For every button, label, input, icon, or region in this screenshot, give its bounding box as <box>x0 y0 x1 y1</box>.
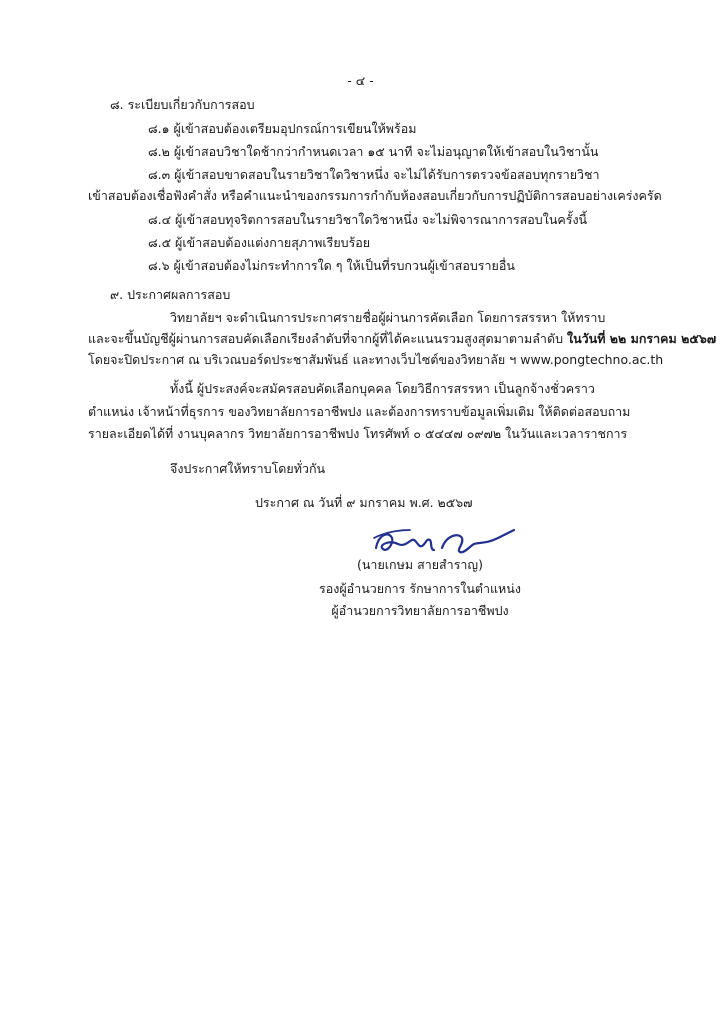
section-9-p2-line3: รายละเอียดได้ที่ งานบุคลากร วิทยาลัยการอาชีพปง โทรศัพท์ ๐ ๕๔๔๗ ๐๙๗๒ ในวันและเวลาราชการ <box>88 426 628 441</box>
section-9-p1-line3: โดยจะปิดประกาศ ณ บริเวณบอร์ดประชาสัมพันธ์ และทางเว็บไซต์ของวิทยาลัย ฯ www.pongtechno.ac.th <box>88 352 664 367</box>
section-8-item-5: ๘.๕ ผู้เข้าสอบต้องแต่งกายสุภาพเรียบร้อย <box>148 235 371 250</box>
section-8-item-3-continuation: เข้าสอบต้องเชื่อฟังคำสั่ง หรือคำแนะนำของกรรมการกำกับห้องสอบเกี่ยวกับการปฏิบัติการสอบอย่างเคร่งครัด <box>88 188 662 203</box>
section-9-p2-line1: ทั้งนี้ ผู้ประสงค์จะสมัครสอบคัดเลือกบุคคล โดยวิธีการสรรหา เป็นลูกจ้างชั่วคราว <box>170 381 595 396</box>
section-9-p2-line2: ตำแหน่ง เจ้าหน้าที่ธุรการ ของวิทยาลัยการอาชีพปง และต้องการทราบข้อมูลเพิ่มเติม ให้ติดต่อสอบถาม <box>88 404 631 419</box>
section-9-title: ๙. ประกาศผลการสอบ <box>110 287 231 302</box>
section-8-item-2: ๘.๒ ผู้เข้าสอบวิชาใดช้ากว่ากำหนดเวลา ๑๕ นาที จะไม่อนุญาตให้เข้าสอบในวิชานั้น <box>148 144 599 159</box>
section-8-item-6: ๘.๖ ผู้เข้าสอบต้องไม่กระทำการใด ๆ ให้เป็นที่รบกวนผู้เข้าสอบรายอื่น <box>148 258 515 273</box>
result-date: ในวันที่ ๒๒ มกราคม ๒๕๖๗ <box>566 331 717 346</box>
section-9-p1-line1: วิทยาลัยฯ จะดำเนินการประกาศรายชื่อผู้ผ่านการคัดเลือก โดยการสรรหา ให้ทราบ <box>170 310 606 325</box>
page-number: - ๔ - <box>347 73 374 88</box>
section-8-title: ๘. ระเบียบเกี่ยวกับการสอบ <box>110 97 255 112</box>
section-8-item-1: ๘.๑ ผู้เข้าสอบต้องเตรียมอุปกรณ์การเขียนให้พร้อม <box>148 121 417 136</box>
section-9-p1-line2-text: และจะขึ้นบัญชีผู้ผ่านการสอบคัดเลือกเรียงลำดับที่จากผู้ที่ได้คะแนนรวมสูงสุดมาตามลำดับ <box>88 331 567 346</box>
closing-statement: จึงประกาศให้ทราบโดยทั่วกัน <box>170 461 326 476</box>
signer-title-1: รองผู้อำนวยการ รักษาการในตำแหน่ง <box>319 581 521 596</box>
section-9-p1-line2 <box>88 330 716 348</box>
section-8-item-4: ๘.๔ ผู้เข้าสอบทุจริตการสอบในรายวิชาใดวิชาหนึ่ง จะไม่พิจารณาการสอบในครั้งนี้ <box>148 212 588 227</box>
signer-title-2: ผู้อำนวยการวิทยาลัยการอาชีพปง <box>331 603 509 618</box>
announcement-date: ประกาศ ณ วันที่ ๙ มกราคม พ.ศ. ๒๕๖๗ <box>255 495 473 510</box>
section-8-item-3: ๘.๓ ผู้เข้าสอบขาดสอบในรายวิชาใดวิชาหนึ่ง จะไม่ได้รับการตรวจข้อสอบทุกรายวิชา <box>148 167 600 182</box>
signer-name: (นายเกษม สายสำราญ) <box>357 557 483 572</box>
